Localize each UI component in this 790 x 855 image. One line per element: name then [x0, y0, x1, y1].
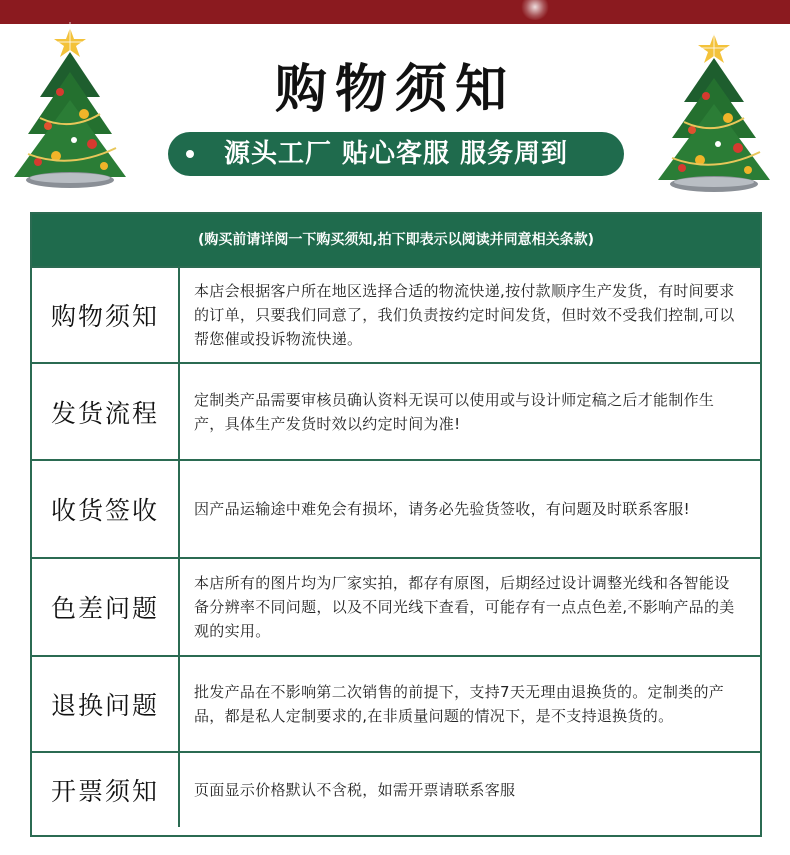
notice-row-shipping: [32, 362, 760, 459]
row-label: 开票须知: [32, 753, 180, 827]
bullet-dot-icon: [186, 150, 194, 158]
sparkle-icon: [671, 32, 685, 46]
row-label: 发货流程: [32, 364, 180, 459]
page-title: 购物须知: [274, 60, 515, 120]
row-text: 本店所有的图片均为厂家实拍，都存有原图，后期经过设计调整光线和各智能设备分辨率不同问题，以及不同光线下查看，可能存有一点点色差,不影响产品的美观的实用。: [194, 574, 735, 640]
notice-intro: (购买前请详阅一下购买须知,拍下即表示以阅读并同意相关条款): [32, 214, 760, 266]
row-text: 因产品运输途中难免会有损坏，请务必先验货签收，有问题及时联系客服!: [194, 500, 690, 518]
row-text: 定制类产品需要审核员确认资料无误可以使用或与设计师定稿之后才能制作生产，具体生产发货时效以约定时间为准!: [194, 390, 715, 433]
notice-row-invoice: [32, 751, 760, 827]
row-text: 批发产品在不影响第二次销售的前提下，支持7天无理由退换货的。定制类的产品，都是私人定制要求的,在非质量问题的情况下，是不支持退换货的。: [194, 683, 725, 725]
slogan-text: 源头工厂 贴心客服 服务周到: [223, 139, 569, 169]
purchase-notice-table: [30, 212, 762, 837]
row-label: 色差问题: [32, 559, 180, 655]
row-label: 退换问题: [32, 657, 180, 751]
row-label: 购物须知: [32, 268, 180, 362]
notice-row-shopping: [32, 266, 760, 362]
row-label: 收货签收: [32, 461, 180, 557]
notice-row-color-difference: [32, 557, 760, 655]
notice-row-receiving: [32, 459, 760, 557]
top-red-band: [0, 0, 790, 24]
slogan-banner: [168, 132, 624, 176]
row-text: 页面显示价格默认不含税，如需开票请联系客服: [194, 781, 516, 799]
light-glow: [520, 0, 550, 20]
row-text: 本店会根据客户所在地区选择合适的物流快递,按付款顺序生产发货，有时间要求的订单，只要我们同意了，我们负责按约定时间发货，但时效不受我们控制,可以帮您催或投诉物流快递。: [194, 282, 735, 348]
notice-row-returns: [32, 655, 760, 751]
